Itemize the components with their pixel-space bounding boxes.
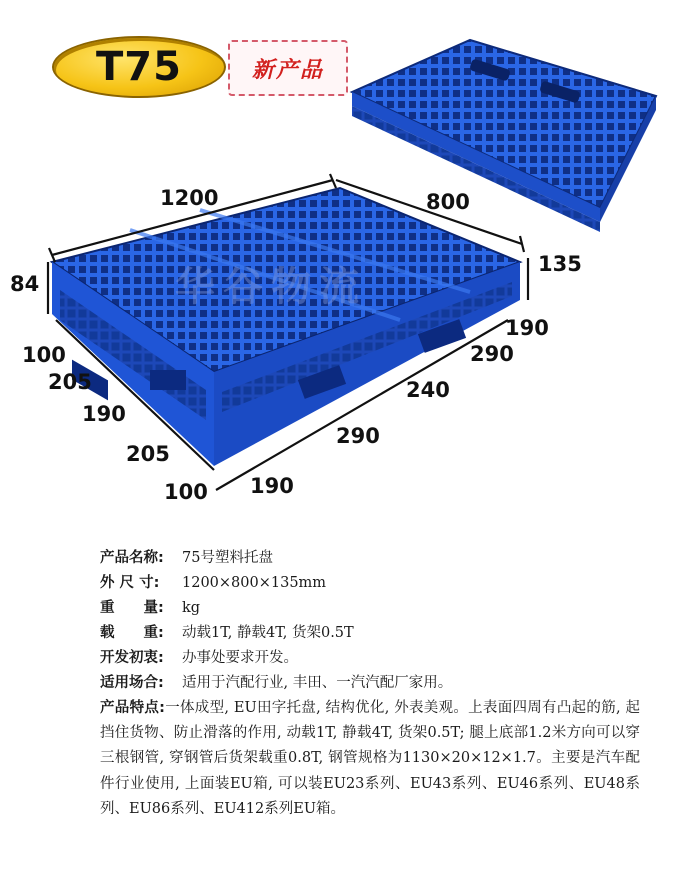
watermark-text: 华谷物流 bbox=[175, 264, 367, 310]
spec-row-load bbox=[100, 621, 640, 646]
spec-row-purpose bbox=[100, 646, 640, 671]
spec-value: 适用于汽配行业, 丰田、一汽汽配厂家用。 bbox=[182, 675, 453, 691]
new-product-label: 新产品 bbox=[251, 57, 324, 83]
dim-right-1: 190 bbox=[250, 474, 294, 498]
model-label: T75 bbox=[96, 44, 182, 90]
dim-left-1: 100 bbox=[22, 343, 66, 367]
spec-label: 重 量: bbox=[100, 600, 164, 616]
spec-row-size bbox=[100, 571, 640, 596]
dim-width: 800 bbox=[426, 190, 470, 214]
spec-value: 办事处要求开发。 bbox=[182, 650, 298, 666]
spec-value: kg bbox=[182, 600, 201, 616]
dim-height: 135 bbox=[538, 252, 582, 276]
dim-right-3: 240 bbox=[406, 378, 450, 402]
dim-right-5: 190 bbox=[505, 316, 549, 340]
dim-leg-height: 84 bbox=[10, 272, 40, 296]
spec-label: 载 重: bbox=[100, 625, 164, 641]
dim-left-3: 190 bbox=[82, 402, 126, 426]
spec-value: 1200×800×135mm bbox=[182, 575, 327, 591]
features-label: 产品特点: bbox=[100, 700, 165, 716]
dim-length: 1200 bbox=[160, 186, 219, 210]
spec-label: 产品名称: bbox=[100, 550, 164, 566]
spec-value: 75号塑料托盘 bbox=[182, 550, 273, 566]
spec-label: 开发初衷: bbox=[100, 650, 164, 666]
spec-label: 适用场合: bbox=[100, 675, 164, 691]
dim-left-2: 205 bbox=[48, 370, 92, 394]
pallet-back-view bbox=[352, 40, 656, 232]
dim-left-4: 205 bbox=[126, 442, 170, 466]
dim-left-5: 100 bbox=[164, 480, 208, 504]
spec-features bbox=[100, 696, 640, 822]
spec-list bbox=[100, 546, 640, 822]
spec-value: 动载1T, 静载4T, 货架0.5T bbox=[182, 625, 354, 641]
spec-row-usage bbox=[100, 671, 640, 696]
dim-right-4: 290 bbox=[470, 342, 514, 366]
features-text: 一体成型, EU田字托盘, 结构优化, 外表美观。上表面四周有凸起的筋, 起挡住货物、防止滑落的作用, 动载1T, 静载4T, 货架0.5T; 腿上底部1.2米方向可以穿三根钢管, 穿钢管后货架载重0.8T, 钢管规格为1130×20×12×1.7。主要是汽车配件行业使用, 上面装EU箱, 可以装EU23系列、EU43系列、EU46系列、EU48系列、EU86系列、EU412系列EU箱。 bbox=[100, 700, 640, 817]
spec-row-weight bbox=[100, 596, 640, 621]
dim-right-2: 290 bbox=[336, 424, 380, 448]
spec-row-name bbox=[100, 546, 640, 571]
spec-label: 外 尺 寸: bbox=[100, 575, 160, 591]
